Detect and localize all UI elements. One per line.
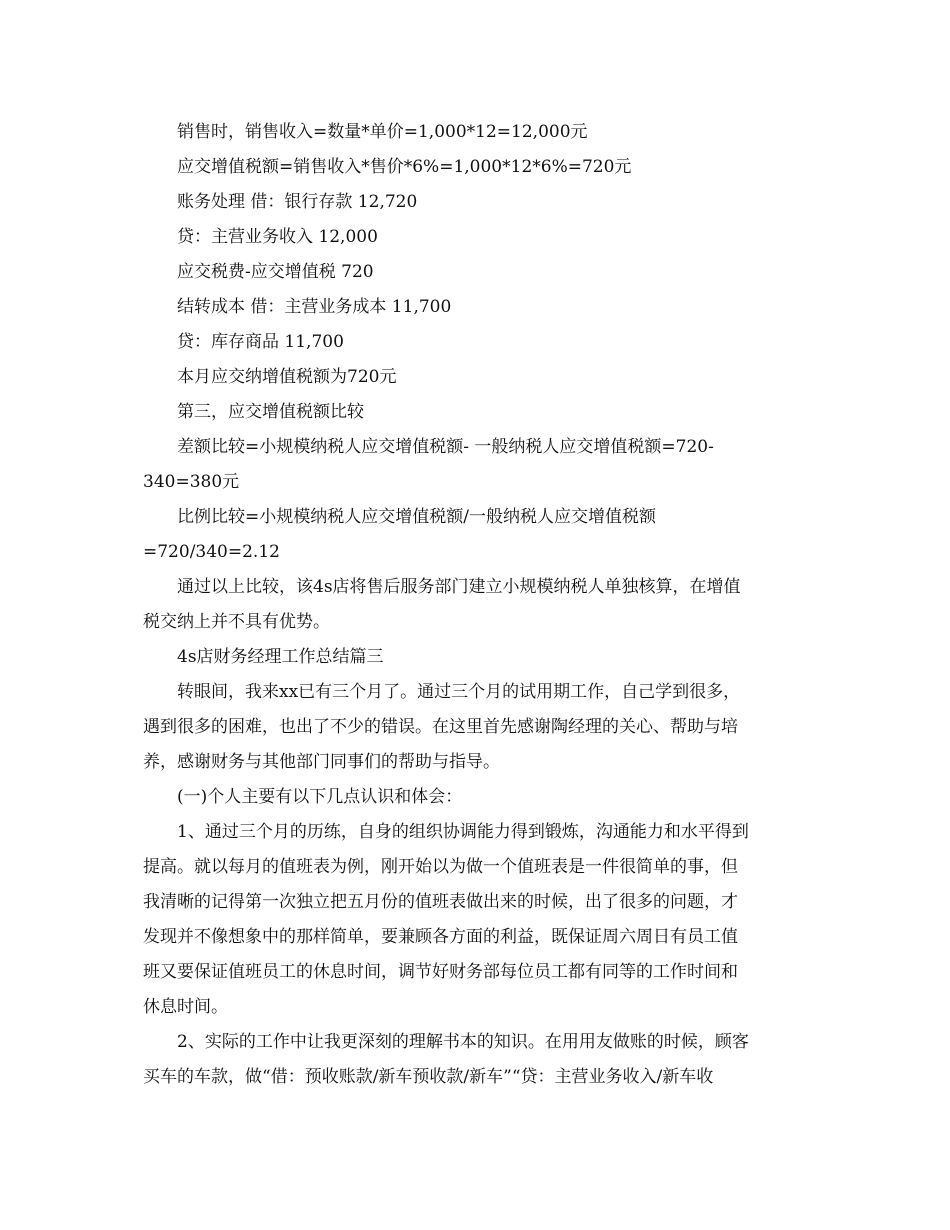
section-heading: (一)个人主要有以下几点认识和体会： [177, 787, 463, 807]
text-line: 本月应交纳增值税额为720元 [177, 367, 397, 387]
text-line: 转眼间，我来xx已有三个月了。通过三个月的试用期工作，自己学到很多， [177, 682, 741, 702]
document-body [143, 115, 809, 1095]
text-line: 2、实际的工作中让我更深刻的理解书本的知识。在用用友做账的时候，顾客 [177, 1032, 749, 1052]
text-line: 比例比较=小规模纳税人应交增值税额/一般纳税人应交增值税额 [177, 507, 656, 527]
section-heading: 第三，应交增值税额比较 [177, 402, 364, 422]
text-line: 发现并不像想象中的那样简单，要兼顾各方面的利益，既保证周六周日有员工值 [143, 927, 738, 947]
text-line: 应交增值税额=销售收入*售价*6%=1,000*12*6%=720元 [177, 157, 632, 177]
text-line: 通过以上比较，该4s店将售后服务部门建立小规模纳税人单独核算，在增值 [177, 577, 741, 597]
text-line: 提高。就以每月的值班表为例，刚开始以为做一个值班表是一件很简单的事，但 [143, 857, 738, 877]
text-line: 税交纳上并不具有优势。 [143, 612, 330, 632]
text-line: 340=380元 [143, 472, 240, 492]
text-line: =720/340=2.12 [143, 542, 280, 562]
text-line: 买车的车款，做“借：预收账款/新车预收款/新车”“贷：主营业务收入/新车收 [143, 1067, 714, 1087]
text-line: 遇到很多的困难，也出了不少的错误。在这里首先感谢陶经理的关心、帮助与培 [143, 717, 738, 737]
text-line: 1、通过三个月的历练，自身的组织协调能力得到锻炼，沟通能力和水平得到 [177, 822, 749, 842]
section-heading: 4s店财务经理工作总结篇三 [177, 647, 384, 667]
text-line: 销售时，销售收入=数量*单价=1,000*12=12,000元 [177, 122, 588, 142]
text-line: 差额比较=小规模纳税人应交增值税额- 一般纳税人应交增值税额=720- [177, 437, 714, 457]
text-line: 应交税费-应交增值税 720 [177, 262, 374, 282]
text-line: 结转成本 借：主营业务成本 11,700 [177, 297, 452, 317]
text-line: 班又要保证值班员工的休息时间，调节好财务部每位员工都有同等的工作时间和 [143, 962, 738, 982]
text-line: 贷：主营业务收入 12,000 [177, 227, 378, 247]
text-line: 休息时间。 [143, 997, 228, 1017]
text-line: 我清晰的记得第一次独立把五月份的值班表做出来的时候，出了很多的问题，才 [143, 892, 738, 912]
text-line: 账务处理 借：银行存款 12,720 [177, 192, 418, 212]
text-line: 养，感谢财务与其他部门同事们的帮助与指导。 [143, 752, 500, 772]
text-line: 贷：库存商品 11,700 [177, 332, 344, 352]
